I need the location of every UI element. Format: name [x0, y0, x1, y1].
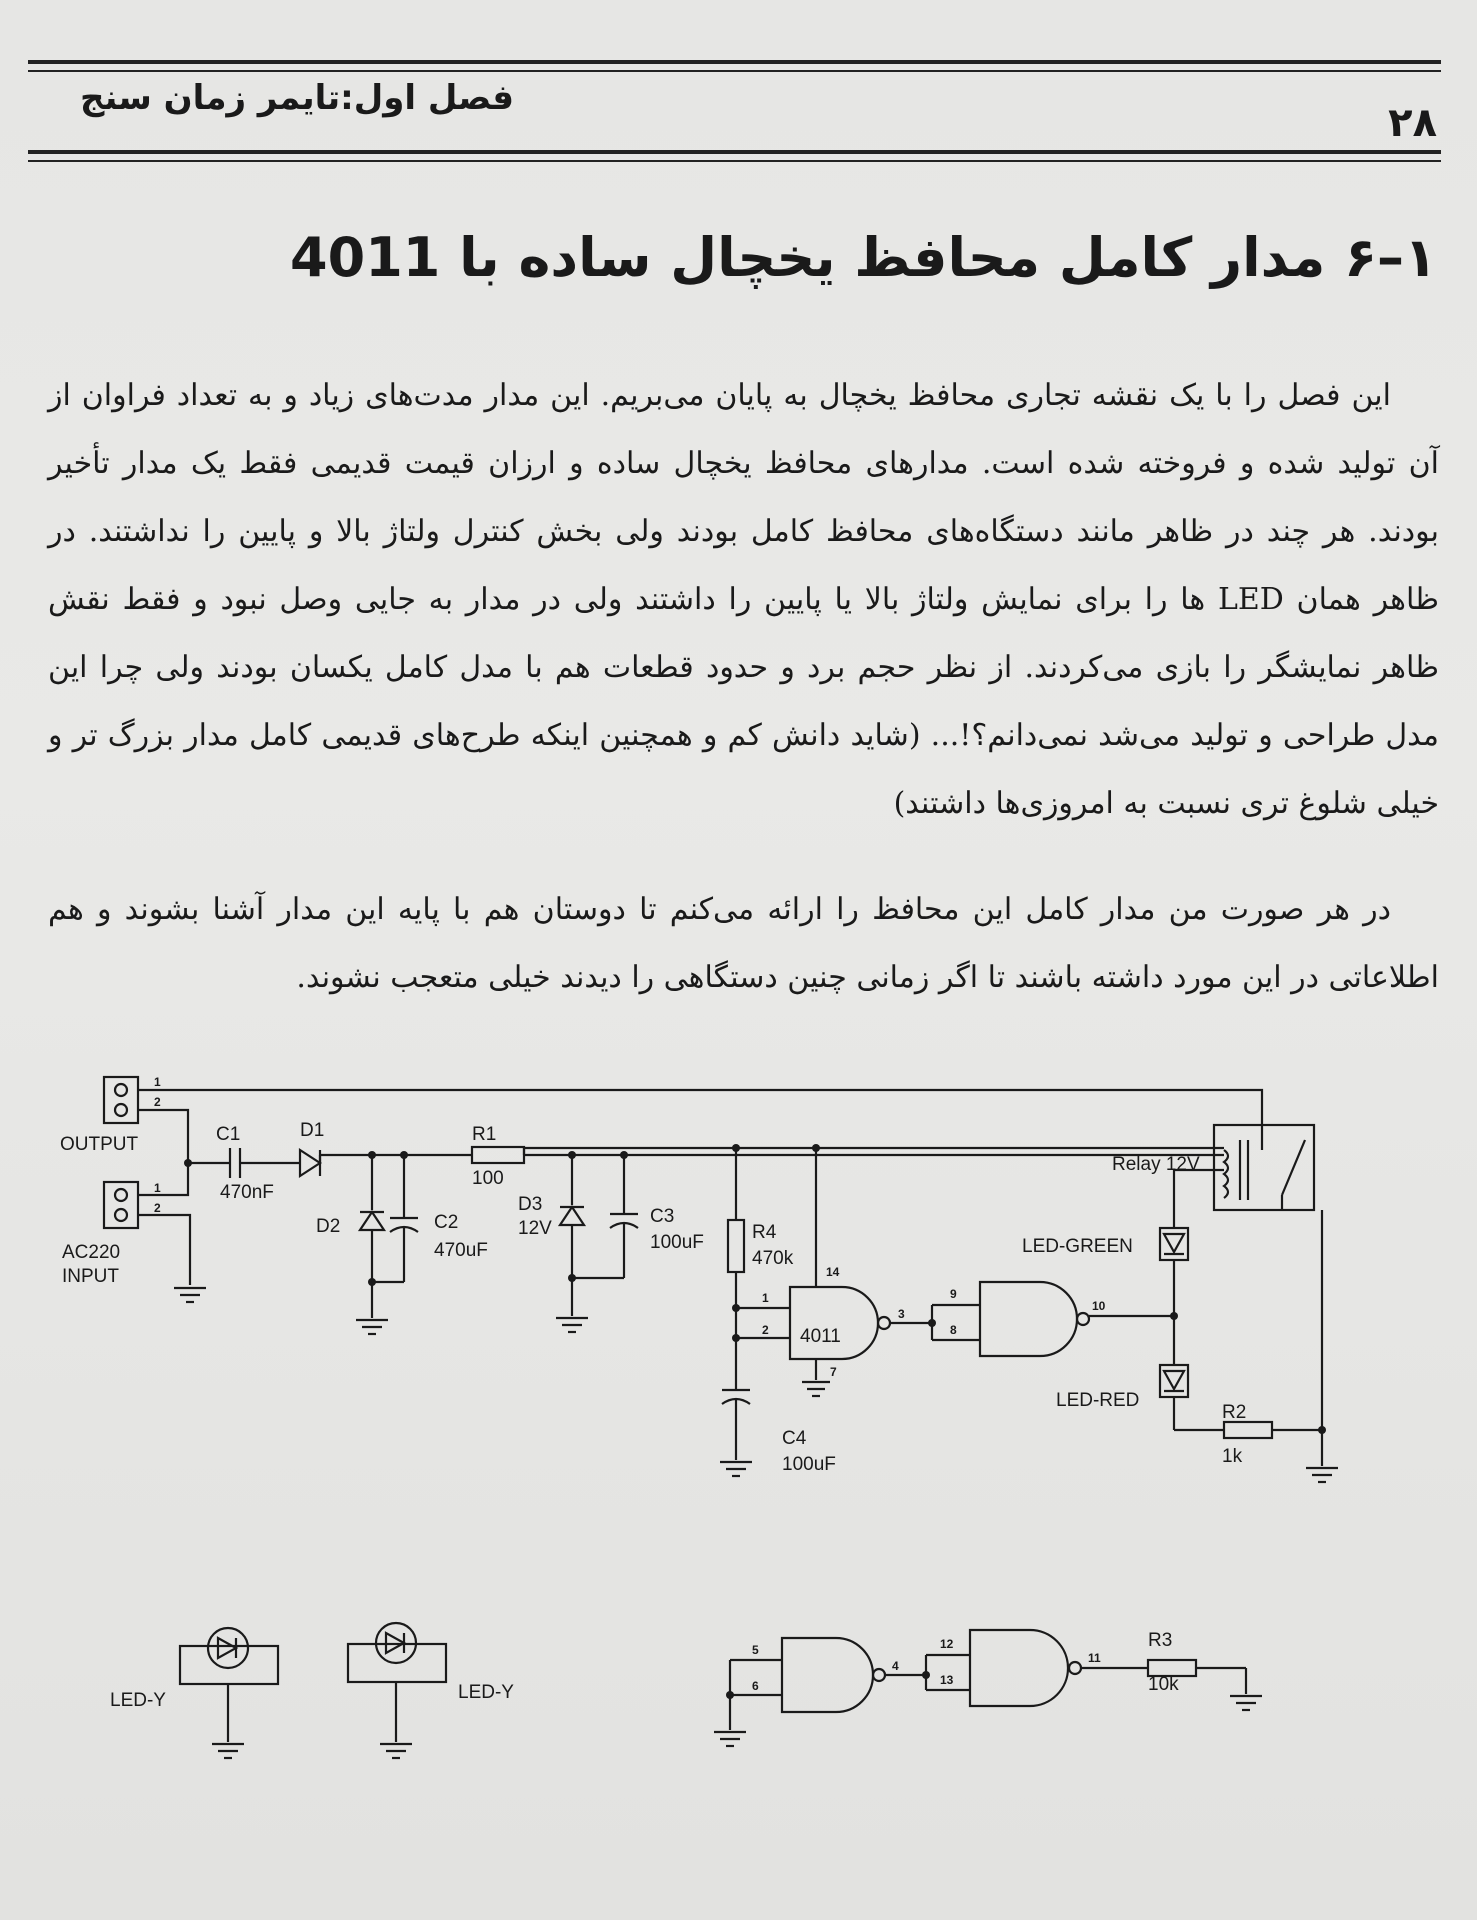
- label-r1-value: 100: [472, 1168, 504, 1189]
- label-c2-value: 470uF: [434, 1240, 488, 1261]
- label-c2: C2: [434, 1212, 459, 1233]
- label-c3: C3: [650, 1206, 675, 1227]
- label-c4: C4: [782, 1428, 807, 1449]
- schematic-pin-numbers: [154, 1075, 1106, 1693]
- pin-gnd: 7: [830, 1365, 837, 1379]
- label-led-green: LED-GREEN: [1022, 1236, 1133, 1257]
- label-c1-value: 470nF: [220, 1182, 274, 1203]
- nand-gate-1: [790, 1287, 878, 1359]
- nand-gate-2: [980, 1282, 1077, 1356]
- label-led-y-2: LED-Y: [458, 1682, 514, 1703]
- label-led-red: LED-RED: [1056, 1390, 1140, 1411]
- label-r4: R4: [752, 1222, 777, 1243]
- label-relay: Relay 12V: [1112, 1154, 1200, 1175]
- label-ic: 4011: [800, 1326, 841, 1347]
- label-c1: C1: [216, 1124, 241, 1145]
- nand-gate-3: [782, 1638, 873, 1712]
- label-r2-value: 1k: [1222, 1446, 1243, 1467]
- pin-gate2-out: 10: [1092, 1299, 1106, 1313]
- pin-gate3-b: 6: [752, 1679, 759, 1693]
- label-output: OUTPUT: [60, 1134, 139, 1155]
- pin-gate2-a: 9: [950, 1287, 957, 1301]
- resistor-r2: [1224, 1422, 1272, 1438]
- pin-gate4-b: 13: [940, 1673, 954, 1687]
- resistor-r4: [728, 1220, 744, 1272]
- schematic-wires: [104, 1077, 1338, 1482]
- label-d3: D3: [518, 1194, 543, 1215]
- page-number: ۲۸: [1388, 100, 1437, 146]
- led-green: [1160, 1228, 1188, 1260]
- nand-gate-4: [970, 1630, 1068, 1706]
- label-c3-value: 100uF: [650, 1232, 704, 1253]
- paragraph-1: این فصل را با یک نقشه تجاری محافظ یخچال به پایان می‌بریم. این مدار مدت‌های زیاد و به تعداد فراوان از آن تولید شده و فروخته شده است. مدارهای محافظ یخچال ساده و ارزان قیمت قدیمی فقط یک مدار تأخیر بودند. هر چند در ظاهر مانند دستگاه‌های محافظ کامل بودند ولی بخش کنترل ولتاژ بالا و پایین را نداشتند. در ظاهر همان LED ها را برای نمایش ولتاژ بالا یا پایین را داشتند ولی در مدار به جایی وصل نبود و فقط نقش ظاهر نمایشگر را بازی می‌کردند. از نظر حجم برد و حدود قطعات هم با مدل کامل یکسان بودند ولی چرا این مدل طراحی و تولید می‌شد نمی‌دانم؟!... (شاید دانش کم و همچنین اینکه طرح‌های قدیمی کامل مدار بزرگ تر و خیلی شلوغ تری نسبت به امروزی‌ها داشتند): [48, 378, 1440, 821]
- pin-gate1-a: 1: [762, 1291, 769, 1305]
- pin-j2-1: 1: [154, 1181, 161, 1195]
- label-c4-value: 100uF: [782, 1454, 836, 1475]
- section-title: ۱–۶ مدار کامل محافظ یخچال ساده با 4011: [290, 226, 1437, 289]
- label-d2: D2: [316, 1216, 341, 1237]
- led-red: [1160, 1365, 1188, 1397]
- pin-gate4-out: 11: [1088, 1651, 1101, 1665]
- pin-gate1-out: 3: [898, 1307, 905, 1321]
- pin-gate3-out: 4: [892, 1659, 899, 1673]
- label-led-y-1: LED-Y: [110, 1690, 166, 1711]
- label-r1: R1: [472, 1124, 497, 1145]
- paragraph-2: در هر صورت من مدار کامل این محافظ را ارائه می‌کنم تا دوستان هم با پایه این مدار آشنا بشوند و هم اطلاعاتی در این مورد داشته باشند تا اگر زمانی چنین دستگاهی را دیدند خیلی متعجب نشوند.: [48, 892, 1439, 995]
- pin-vcc: 14: [826, 1265, 840, 1279]
- chapter-title: فصل اول:تایمر زمان سنج: [80, 78, 514, 118]
- label-r2: R2: [1222, 1402, 1247, 1423]
- schematic-lower: [180, 1623, 1262, 1758]
- pin-gate1-b: 2: [762, 1323, 769, 1337]
- pin-gate4-a: 12: [940, 1637, 954, 1651]
- label-d1: D1: [300, 1120, 325, 1141]
- pin-j2-2: 2: [154, 1201, 161, 1215]
- pin-j1-2: 2: [154, 1095, 161, 1109]
- label-d3-value: 12V: [518, 1218, 552, 1239]
- label-input: INPUT: [62, 1266, 119, 1287]
- pin-gate3-a: 5: [752, 1643, 759, 1657]
- label-ac220: AC220: [62, 1242, 121, 1263]
- pin-j1-1: 1: [154, 1075, 161, 1089]
- label-r3-value: 10k: [1148, 1674, 1179, 1695]
- pin-gate2-b: 8: [950, 1323, 957, 1337]
- label-r3: R3: [1148, 1630, 1173, 1651]
- label-r4-value: 470k: [752, 1248, 794, 1269]
- schematic-labels: [60, 1120, 1246, 1711]
- resistor-r1: [472, 1147, 524, 1163]
